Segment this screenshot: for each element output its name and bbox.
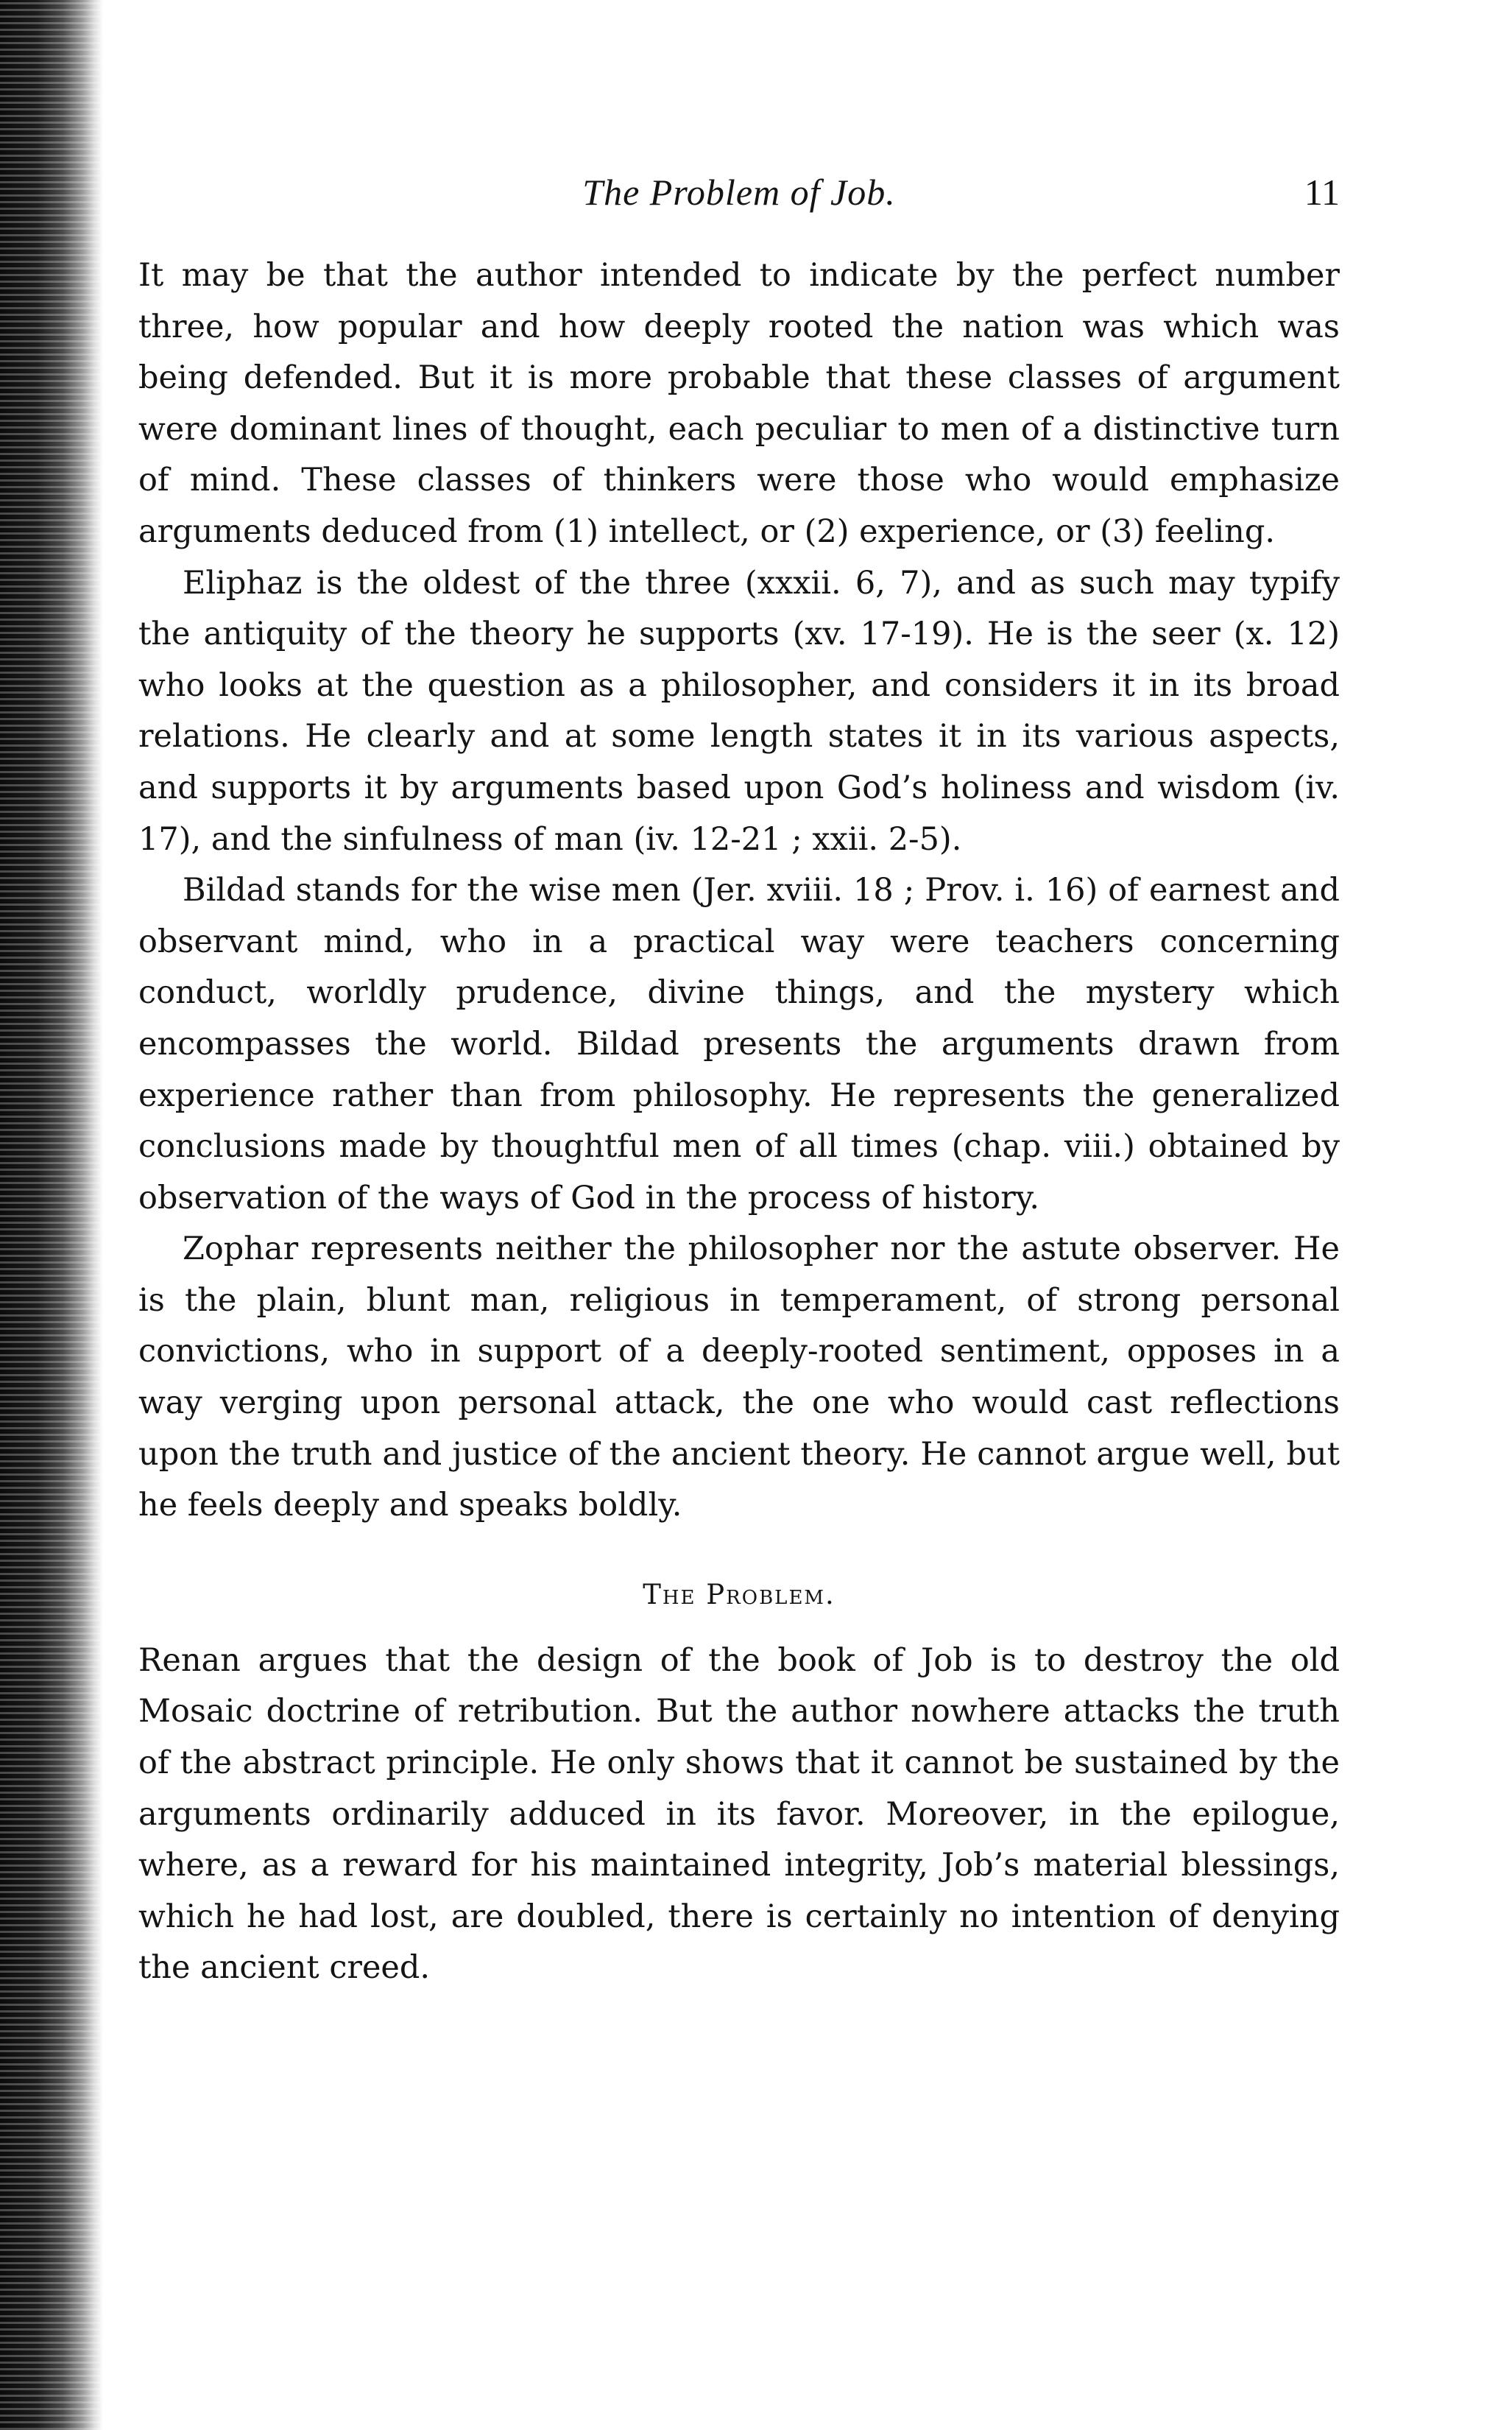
book-page [138,171,1340,1994]
running-head [138,171,1340,222]
paragraph-renan: Renan argues that the design of the book of Job is to destroy the old Mosaic doctrine of retribution. But the author nowhere attacks the truth of the abstract principle. He only shows that it cannot be sustained by the arguments ordinarily adduced in its favor. Moreover, in the epilogue, where, as a reward for his maintained integrity, Job’s material blessings, which he had lost, are doubled, there is certainly no intention of denying the ancient creed. [138,1641,1340,1987]
section-heading: The Problem. [643,1578,836,1610]
page-number: 11 [1304,172,1340,213]
paragraph-zophar: Zophar represents neither the philosopher nor the astute observer. He is the plain, blunt man, religious in temperament, of strong personal convictions, who in support of a deeply-rooted sentiment, opposes in a way verging upon personal attack, the one who would cast reflections upon the truth and justice of the ancient theory. He cannot argue well, but he feels deeply and speaks boldly. [138,1230,1340,1524]
paragraph-intro: It may be that the author intended to indicate by the perfect number three, how popular and how deeply rooted the nation was which was being defended. But it is more probable that these classes of argument were dominant lines of thought, each peculiar to men of a distinctive turn of mind. These classes of thinkers were those who would emphasize arguments deduced from (1) intellect, or (2) experience, or (3) feeling. [138,257,1340,550]
binding-shadow [0,0,103,2430]
running-title: The Problem of Job. [582,172,896,213]
paragraph-bildad: Bildad stands for the wise men (Jer. xviii. 18 ; Prov. i. 16) of earnest and observant mind, who in a practical way were teachers concerning conduct, worldly prudence, divine things, and the mystery which encompasses the world. Bildad presents the arguments drawn from experience rather than from philosophy. He represents the generalized conclusions made by thoughtful men of all times (chap. viii.) obtained by observation of the ways of God in the process of history. [138,872,1340,1216]
paragraph-eliphaz: Eliphaz is the oldest of the three (xxxii. 6, 7), and as such may typify the antiquity of the theory he supports (xv. 17-19). He is the seer (x. 12) who looks at the question as a philosopher, and considers it in its broad relations. He clearly and at some length states it in its various aspects, and supports it by arguments based upon God’s holiness and wisdom (iv. 17), and the sinfulness of man (iv. 12-21 ; xxii. 2-5). [138,564,1340,858]
